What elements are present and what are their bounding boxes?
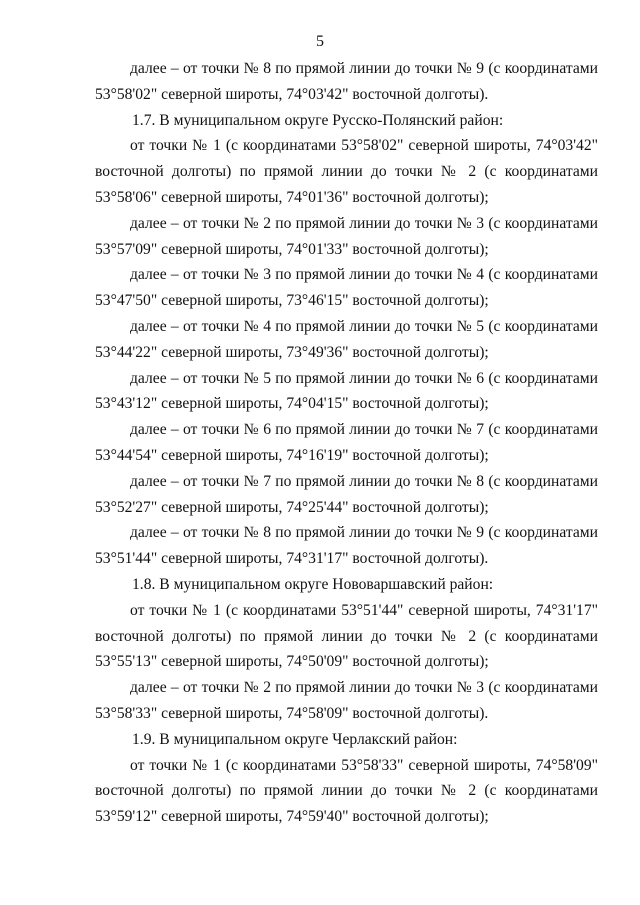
text-line: от точки № 1 (с координатами 53°58'33" северной широты, 74°58'09"	[130, 756, 598, 774]
text-line: 53°57'09" северной широты, 74°01'33" восточной долготы);	[95, 240, 489, 258]
boundary-paragraph	[95, 314, 598, 366]
text-line: далее – от точки № 2 по прямой линии до точки № 3 (с координатами	[130, 214, 598, 232]
boundary-paragraph	[95, 675, 598, 727]
boundary-paragraph	[95, 366, 598, 418]
text-line: 53°52'27" северной широты, 74°25'44" восточной долготы);	[95, 498, 489, 516]
text-line: 53°55'13" северной широты, 74°50'09" восточной долготы);	[95, 653, 489, 671]
text-line: далее – от точки № 8 по прямой линии до точки № 9 (с координатами	[130, 524, 598, 542]
text-line: от точки № 1 (с координатами 53°58'02" северной широты, 74°03'42"	[130, 137, 598, 155]
text-line: 1.7. В муниципальном округе Русско-Полянский район:	[132, 111, 504, 129]
text-line: далее – от точки № 4 по прямой линии до точки № 5 (с координатами	[130, 317, 598, 335]
boundary-paragraph	[95, 469, 598, 521]
page-number: 5	[316, 33, 324, 50]
text-line: 53°58'02" северной широты, 74°03'42" восточной долготы).	[95, 85, 489, 103]
boundary-paragraph	[95, 753, 598, 830]
boundary-paragraph	[95, 56, 598, 108]
text-line: 53°47'50" северной широты, 73°46'15" восточной долготы);	[95, 292, 489, 310]
boundary-paragraph	[95, 520, 598, 572]
text-line: 53°58'06" северной широты, 74°01'36" восточной долготы);	[95, 188, 489, 206]
text-line: 53°44'22" северной широты, 73°49'36" восточной долготы);	[95, 343, 489, 361]
text-line: далее – от точки № 3 по прямой линии до точки № 4 (с координатами	[130, 266, 598, 284]
boundary-paragraph	[95, 211, 598, 263]
text-line: далее – от точки № 5 по прямой линии до точки № 6 (с координатами	[130, 369, 598, 387]
boundary-paragraph	[95, 598, 598, 675]
text-line: 53°44'54" северной широты, 74°16'19" восточной долготы);	[95, 446, 489, 464]
text-line: далее – от точки № 6 по прямой линии до точки № 7 (с координатами	[130, 421, 598, 439]
section-heading	[95, 108, 598, 134]
text-line: от точки № 1 (с координатами 53°51'44" северной широты, 74°31'17"	[130, 601, 598, 619]
text-line: восточной долготы) по прямой линии до точки № 2 (с координатами	[95, 627, 598, 645]
text-line: 53°59'12" северной широты, 74°59'40" восточной долготы);	[95, 808, 489, 826]
boundary-paragraph	[95, 262, 598, 314]
text-line: восточной долготы) по прямой линии до точки № 2 (с координатами	[95, 782, 598, 800]
text-line: 53°51'44" северной широты, 74°31'17" восточной долготы).	[95, 550, 489, 568]
text-line: 1.9. В муниципальном округе Черлакский район:	[132, 730, 458, 748]
section-heading	[95, 572, 598, 598]
text-line: 53°58'33" северной широты, 74°58'09" восточной долготы).	[95, 704, 489, 722]
boundary-paragraph	[95, 417, 598, 469]
section-heading	[95, 727, 598, 753]
text-line: далее – от точки № 2 по прямой линии до точки № 3 (с координатами	[130, 679, 598, 697]
document-body	[95, 56, 598, 830]
text-line: далее – от точки № 7 по прямой линии до точки № 8 (с координатами	[130, 472, 598, 490]
text-line: восточной долготы) по прямой линии до точки № 2 (с координатами	[95, 163, 598, 181]
text-line: 53°43'12" северной широты, 74°04'15" восточной долготы);	[95, 395, 489, 413]
text-line: 1.8. В муниципальном округе Нововаршавский район:	[132, 575, 494, 593]
boundary-paragraph	[95, 133, 598, 210]
text-line: далее – от точки № 8 по прямой линии до точки № 9 (с координатами	[130, 60, 598, 77]
